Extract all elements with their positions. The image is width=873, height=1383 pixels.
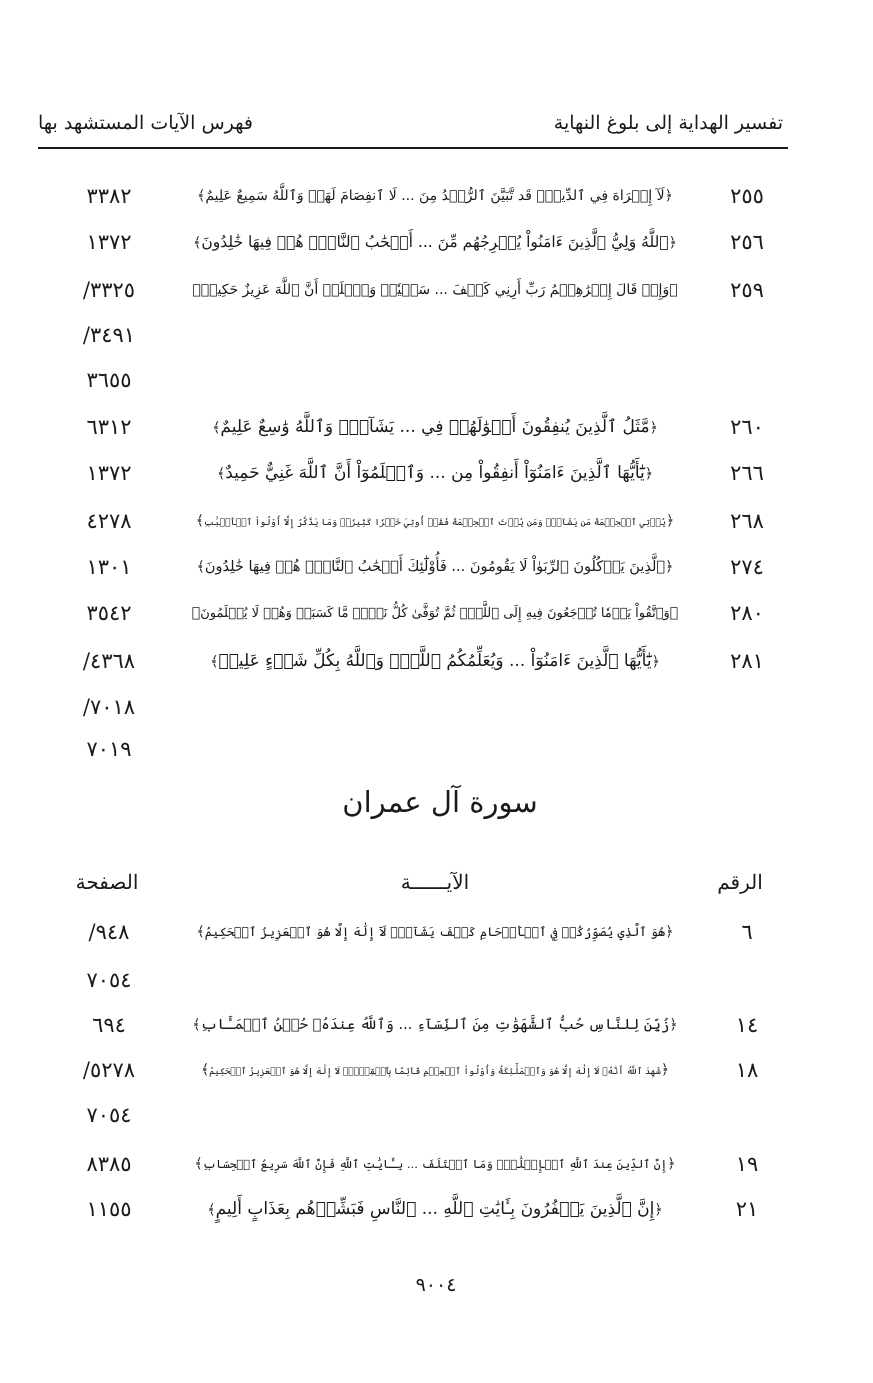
verse-excerpt: شَهِدَ ٱللَّهُ أَنَّهُۥ لَآ إِلَٰهَ إِلَّا هُوَ وَٱلۡمَلَٰٓئِكَةُ وَأُوْلُواْ ٱلۡعِلۡمِ قَآئِمَۢا بِٱلۡقِسۡطِۚ لَآ إِلَٰهَ إِلَّا هُوَ ٱلۡعَزِيزُ ٱلۡحَكِيمُ — [209, 1067, 661, 1077]
verse-text — [190, 960, 680, 1000]
surah-heading: سورة آل عمران — [342, 785, 538, 819]
ornate-bracket-close: ﴾ — [195, 513, 204, 529]
table-row — [0, 960, 873, 1000]
ornate-bracket-close: ﴾ — [192, 1017, 201, 1033]
ornate-bracket-open: ﴿ — [666, 513, 675, 529]
table-row — [0, 1050, 873, 1090]
ornate-bracket-open: ﴿ — [669, 1017, 678, 1033]
page-ref: /٣٣٢٥ — [82, 278, 136, 302]
page-ref: ١٣٧٢ — [86, 230, 132, 254]
ayah-number — [712, 960, 782, 1000]
ayah-number — [712, 687, 782, 727]
column-header-verse: الآيــــــة — [400, 870, 470, 894]
verse-text — [190, 176, 680, 216]
ornate-bracket-open: ﴿ — [664, 188, 673, 204]
ornate-bracket-close: ﴾ — [191, 605, 201, 621]
verse-text — [190, 222, 680, 262]
verse-excerpt: وَإِذۡ قَالَ إِبۡرَٰهِـۧمُ رَبِّ أَرِنِي كَيۡفَ ... سَعۡيٗاۚ وَٱعۡلَمۡ أَنَّ ٱللَّهَ عَزِيزٌ حَكِيمٞ — [200, 282, 670, 298]
column-header-number: الرقم — [717, 870, 763, 894]
page-ref: ٣٥٤٢ — [86, 601, 132, 625]
ornate-bracket-close: ﴾ — [196, 924, 205, 940]
page-ref: /٤٣٦٨ — [82, 649, 136, 673]
page-ref: ٧٠١٩ — [86, 737, 132, 761]
running-header-book-title: تفسير الهداية إلى بلوغ النهاية — [553, 112, 783, 134]
page-ref: ٦٩٤ — [92, 1013, 126, 1037]
table-row — [0, 360, 873, 400]
table-row — [0, 547, 873, 587]
column-header-page: الصفحة — [75, 870, 139, 894]
page-ref: /٥٢٧٨ — [82, 1058, 136, 1082]
verse-text — [190, 1095, 680, 1135]
verse-text — [190, 270, 680, 310]
ornate-bracket-open: ﴿ — [649, 420, 658, 436]
ayah-number: ٢٦٦ — [730, 461, 764, 485]
verse-excerpt: يُؤۡتِي ٱلۡحِكۡمَةَ مَن يَشَآءُۚ وَمَن يُؤۡتَ ٱلۡحِكۡمَةَ فَقَدۡ أُوتِيَ خَيۡرٗا كَثِيرٗاۗ وَمَا يَذَّكَّرُ إِلَّآ أُوْلُواْ ٱلۡأَلۡبَٰبِ — [203, 518, 667, 528]
page-ref: /٧٠١٨ — [82, 695, 136, 719]
verse-text — [190, 641, 680, 681]
table-row — [0, 453, 873, 493]
ornate-bracket-open: ﴿ — [660, 1062, 670, 1078]
ornate-bracket-close: ﴾ — [210, 654, 219, 670]
verse-excerpt: إِنَّ ٱلَّذِينَ يَكۡفُرُونَ بِـَٔايَٰتِ ٱللَّهِ ... ٱلنَّاسِ فَبَشِّرۡهُم بِعَذَابٍ أَلِيمٍ — [215, 1199, 655, 1219]
verse-text — [190, 360, 680, 400]
verse-text — [190, 729, 680, 769]
ornate-bracket-open: ﴿ — [651, 654, 660, 670]
running-header-section-title: فهرس الآيات المستشهد بها — [38, 112, 253, 134]
table-row — [0, 407, 873, 447]
ayah-number: ٦ — [741, 920, 753, 944]
header-rule — [38, 147, 788, 149]
page-number: ٩٠٠٤ — [415, 1274, 457, 1296]
verse-excerpt: إِنَّ ٱلدِّينَ عِندَ ٱللَّهِ ٱلۡإِسۡلَٰمُۗ وَمَا ٱخۡتَلَفَ ... بِـَٔايَٰتِ ٱللَّهِ فَإِنَّ ٱللَّهَ سَرِيعُ ٱلۡحِسَابِ — [202, 1157, 668, 1171]
verse-text — [190, 501, 680, 541]
verse-excerpt: ٱلَّذِينَ يَأۡكُلُونَ ٱلرِّبَوٰاْ لَا يَقُومُونَ ... فَأُوْلَٰٓئِكَ أَصۡحَٰبُ ٱلنَّارِۖ هُمۡ فِيهَا خَٰلِدُونَ — [204, 559, 666, 575]
ornate-bracket-close: ﴾ — [200, 1062, 210, 1078]
ornate-bracket-close: ﴾ — [196, 559, 205, 575]
ornate-bracket-close: ﴾ — [217, 466, 226, 482]
verse-text — [190, 547, 680, 587]
table-row — [0, 687, 873, 727]
verse-text — [190, 593, 680, 633]
ornate-bracket-open: ﴿ — [665, 559, 674, 575]
ayah-number: ٢٥٦ — [730, 230, 764, 254]
ornate-bracket-close: ﴾ — [197, 188, 206, 204]
ornate-bracket-close: ﴾ — [194, 1156, 203, 1172]
ornate-bracket-open: ﴿ — [654, 1202, 663, 1218]
verse-text — [190, 912, 680, 952]
ayah-number — [712, 1095, 782, 1135]
table-row — [0, 729, 873, 769]
ayah-number: ٢٥٩ — [730, 278, 764, 302]
page-ref: ١٣٧٢ — [86, 461, 132, 485]
table-row — [0, 912, 873, 952]
table-row — [0, 222, 873, 262]
page-ref: /٩٤٨ — [88, 920, 130, 944]
page-ref: ٣٦٥٥ — [86, 368, 132, 392]
verse-text — [190, 453, 680, 493]
table-row — [0, 593, 873, 633]
page-ref: ٧٠٥٤ — [86, 968, 132, 992]
page-ref: ٨٣٨٥ — [86, 1152, 132, 1176]
ayah-number: ٢٨١ — [730, 649, 764, 673]
verse-excerpt: زُيِّنَ لِلنَّاسِ حُبُّ ٱلشَّهَوَٰتِ مِنَ ٱلنِّسَآءِ ... وَٱللَّهُ عِندَهُۥ حُسۡنُ ٱلۡمَـَٔابِ — [200, 1017, 670, 1033]
page-ref: ٣٣٨٢ — [86, 184, 132, 208]
ayah-number: ١٤ — [735, 1013, 759, 1037]
page-ref: ٧٠٥٤ — [86, 1103, 132, 1127]
table-row — [0, 315, 873, 355]
ayah-number: ٢٧٤ — [730, 555, 764, 579]
ornate-bracket-open: ﴿ — [668, 235, 677, 251]
ornate-bracket-close: ﴾ — [212, 420, 221, 436]
ornate-bracket-open: ﴿ — [665, 924, 674, 940]
verse-excerpt: مَّثَلُ ٱلَّذِينَ يُنفِقُونَ أَمۡوَٰلَهُمۡ فِي ... يَشَآءُۚ وَٱللَّهُ وَٰسِعٌ عَلِيمٌ — [220, 417, 650, 437]
ayah-number: ٢٦٨ — [730, 509, 764, 533]
verse-text — [190, 1144, 680, 1184]
table-row — [0, 1005, 873, 1045]
verse-excerpt: وَٱتَّقُواْ يَوۡمٗا تُرۡجَعُونَ فِيهِ إِلَى ٱللَّهِۖ ثُمَّ تُوَفَّىٰ كُلُّ نَفۡسٖ مَّا كَسَبَتۡ وَهُمۡ لَا يُظۡلَمُونَ — [200, 606, 670, 621]
ayah-number: ٢٦٠ — [730, 415, 764, 439]
verse-text — [190, 315, 680, 355]
table-row — [0, 641, 873, 681]
ayah-number: ٢٨٠ — [730, 601, 764, 625]
table-row — [0, 501, 873, 541]
verse-excerpt: لَآ إِكۡرَاهَ فِي ٱلدِّينِۖ قَد تَّبَيَّنَ ٱلرُّشۡدُ مِنَ ... لَا ٱنفِصَامَ لَهَاۗ وَٱللَّهُ سَمِيعٌ عَلِيمٌ — [205, 188, 665, 204]
table-row — [0, 1144, 873, 1184]
table-row — [0, 176, 873, 216]
ornate-bracket-open: ﴿ — [667, 1156, 676, 1172]
verse-text — [190, 1189, 680, 1229]
ayah-number: ٢١ — [735, 1197, 759, 1221]
verse-text — [190, 1005, 680, 1045]
table-row — [0, 270, 873, 310]
page-ref: ١٣٠١ — [86, 555, 132, 579]
ayah-number — [712, 360, 782, 400]
ornate-bracket-open: ﴿ — [669, 282, 678, 298]
page-ref: ٦٣١٢ — [86, 415, 132, 439]
verse-excerpt: يَٰٓأَيُّهَا ٱلَّذِينَ ءَامَنُوٓاْ أَنفِقُواْ مِن ... وَٱعۡلَمُوٓاْ أَنَّ ٱللَّهَ غَنِيٌّ حَمِيدٌ — [225, 463, 645, 483]
page-ref: ١١٥٥ — [86, 1197, 132, 1221]
verse-excerpt: ٱللَّهُ وَلِيُّ ٱلَّذِينَ ءَامَنُواْ يُخۡرِجُهُم مِّنَ ... أَصۡحَٰبُ ٱلنَّارِۖ هُمۡ فِيهَا خَٰلِدُونَ — [201, 233, 669, 251]
verse-excerpt: يَٰٓأَيُّهَا ٱلَّذِينَ ءَامَنُوٓاْ ... وَيُعَلِّمُكُمُ ٱللَّهُۗ وَٱللَّهُ بِكُلِّ شَيۡءٍ عَلِيمٞ — [218, 651, 652, 671]
ayah-number: ١٨ — [735, 1058, 759, 1082]
ayah-number: ٢٥٥ — [730, 184, 764, 208]
verse-text — [190, 1050, 680, 1090]
verse-text — [190, 407, 680, 447]
verse-excerpt: هُوَ ٱلَّذِي يُصَوِّرُكُمۡ فِي ٱلۡأَرۡحَامِ كَيۡفَ يَشَآءُۚ لَآ إِلَٰهَ إِلَّا هُوَ ٱلۡعَزِيزُ ٱلۡحَكِيمُ — [204, 924, 666, 939]
ayah-number — [712, 729, 782, 769]
ayah-number: ١٩ — [735, 1152, 759, 1176]
table-row — [0, 1095, 873, 1135]
ornate-bracket-close: ﴾ — [192, 282, 201, 298]
ornate-bracket-open: ﴿ — [644, 466, 653, 482]
ornate-bracket-close: ﴾ — [193, 235, 202, 251]
ornate-bracket-close: ﴾ — [207, 1202, 216, 1218]
ornate-bracket-open: ﴿ — [669, 605, 679, 621]
page-ref: /٣٤٩١ — [82, 323, 136, 347]
verse-text — [190, 687, 680, 727]
table-row — [0, 1189, 873, 1229]
ayah-number — [712, 315, 782, 355]
page-ref: ٤٢٧٨ — [86, 509, 132, 533]
